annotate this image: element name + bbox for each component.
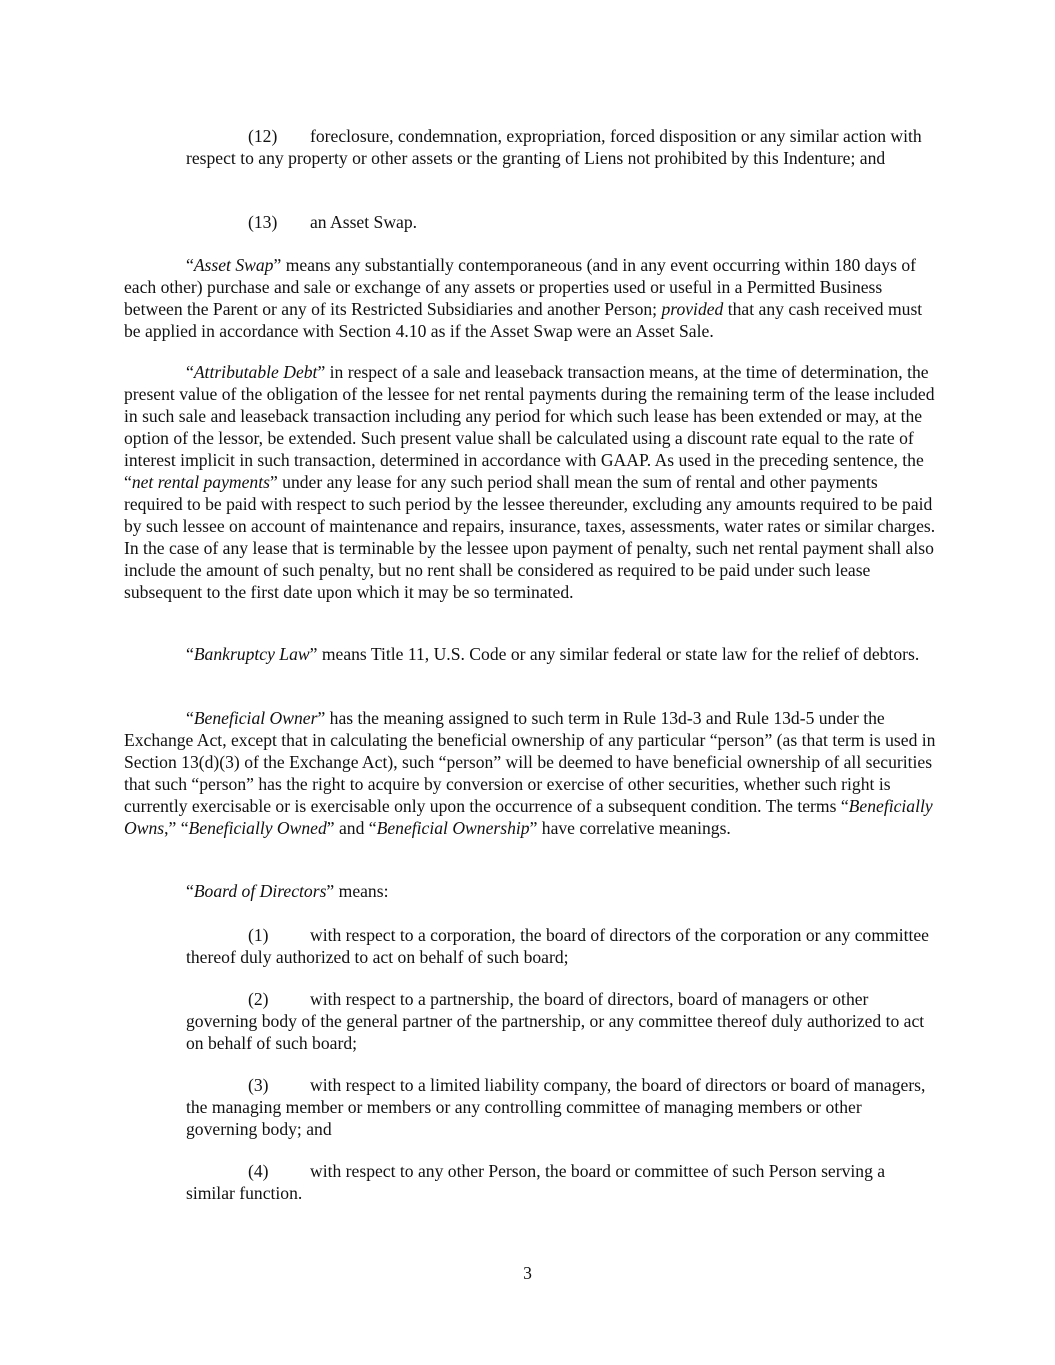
- definition-attributable-debt: “Attributable Debt” in respect of a sale and leaseback transaction means, at the time of determination, the present value of the obligation of the lessee for net rental payments during the remaining term of the lease included in such sale and leaseback transaction including any period for which such lease has been extended or may, at the option of the lessor, be extended. Such present value shall be calculated using a discount rate equal to the rate of interest implicit in such transaction, determined in accordance with GAAP. As used in the preceding sentence, the “net rental payments” under any lease for any such period shall mean the sum of rental and other payments required to be paid with respect to such period by the lessee thereunder, excluding any amounts required to be paid by such lessee on account of maintenance and repairs, insurance, taxes, assessments, water rates or similar charges. In the case of any lease that is terminable by the lessee upon payment of penalty, such net rental payment shall also include the amount of such penalty, but no rent shall be considered as required to be paid under such lease subsequent to the first date upon which it may be so terminated.: [124, 362, 936, 602]
- definition-bankruptcy-law: “Bankruptcy Law” means Title 11, U.S. Code or any similar federal or state law for the relief of debtors.: [186, 644, 920, 664]
- list-item-bod-3: [186, 1074, 936, 1140]
- definition-asset-swap: “Asset Swap” means any substantially contemporaneous (and in any event occurring within 180 days of each other) purchase and sale or exchange of any assets or properties used or useful in a Permitted Business between the Parent or any of its Restricted Subsidiaries and another Person; provided that any cash received must be applied in accordance with Section 4.10 as if the Asset Swap were an Asset Sale.: [124, 255, 923, 341]
- item-text: with respect to a limited liability company, the board of directors or board of managers, the managing member or members or any controlling committee of managing members or other governing body; and: [186, 1075, 926, 1139]
- list-item-bod-4: [186, 1160, 936, 1204]
- definition-text: ” have correlative meanings.: [529, 818, 731, 838]
- definition-text: in respect of a sale and leaseback transaction means, at the time of determination, the present value of the obligation of the lessee for net rental payments during the remaining term of the lease included in such sale and leaseback transaction including any period for which such lease has been extended or may, at the option of the lessor, be extended. Such present value shall be calculated using a discount rate equal to the rate of interest implicit in such transaction, determined in accordance with GAAP. As used in the preceding sentence, the “: [124, 362, 935, 492]
- item-number: (3): [248, 1075, 269, 1095]
- defined-term: Asset Swap: [193, 255, 274, 275]
- item-text: foreclosure, condemnation, expropriation, forced disposition or any similar action with respect to any property or other assets or the granting of Liens not prohibited by this Indenture; and: [186, 126, 922, 168]
- emphasis: provided: [661, 299, 724, 319]
- defined-term: Beneficial Owner: [193, 708, 318, 728]
- definition-text: means any substantially contemporaneous (and in any event occurring within 180 days of each other) purchase and sale or exchange of any assets or properties used or useful in a Permitted Business between the Parent or any of its Restricted Subsidiaries and another Person;: [124, 255, 916, 319]
- list-item-bod-2: [186, 988, 936, 1054]
- punctuation: ” and “: [326, 818, 377, 838]
- punctuation: ,” “: [164, 818, 189, 838]
- item-number: (13): [248, 212, 278, 232]
- item-text: with respect to any other Person, the board or committee of such Person serving a similar function.: [186, 1161, 886, 1203]
- definition-beneficial-owner: “Beneficial Owner” has the meaning assigned to such term in Rule 13d-3 and Rule 13d-5 under the Exchange Act, except that in calculating the beneficial ownership of any particular “person” (as that term is used in Section 13(d)(3) of the Exchange Act), such “person” will be deemed to have beneficial ownership of all securities that such “person” has the right to acquire by conversion or exercise of other securities, whether such right is currently exercisable or is exercisable only upon the occurrence of a subsequent condition. The terms “Beneficially Owns,” “Beneficially Owned” and “Beneficial Ownership” have correlative meanings.: [124, 708, 936, 838]
- defined-term: Beneficially Owns: [124, 796, 933, 838]
- item-text: with respect to a corporation, the board of directors of the corporation or any committee thereof duly authorized to act on behalf of such board;: [186, 925, 929, 967]
- definition-text: means Title 11, U.S. Code or any similar federal or state law for the relief of debtors.: [317, 644, 920, 664]
- item-number: (12): [248, 126, 278, 146]
- defined-term: Board of Directors: [193, 881, 327, 901]
- item-text: with respect to a partnership, the board of directors, board of managers or other governing body of the general partner of the partnership, or any committee thereof duly authorized to act on behalf of such board;: [186, 989, 925, 1053]
- definition-text: means:: [334, 881, 389, 901]
- defined-term: Beneficially Owned: [188, 818, 327, 838]
- definition-text: ” under any lease for any such period shall mean the sum of rental and other payments required to be paid with respect to such period by the lessee thereunder, excluding any amounts required to be paid by such lessee on account of maintenance and repairs, insurance, taxes, assessments, water rates or similar charges. In the case of any lease that is terminable by the lessee upon payment of penalty, such net rental payment shall also include the amount of such penalty, but no rent shall be considered as required to be paid under such lease subsequent to the first date upon which it may be so terminated.: [124, 472, 936, 602]
- item-number: (1): [248, 925, 269, 945]
- defined-term: Bankruptcy Law: [193, 644, 310, 664]
- list-item-12: [186, 125, 936, 169]
- item-text: an Asset Swap.: [310, 212, 418, 232]
- item-number: (4): [248, 1161, 269, 1181]
- definition-text: has the meaning assigned to such term in Rule 13d-3 and Rule 13d-5 under the Exchange Act, except that in calculating the beneficial ownership of any particular “person” (as that term is used in Section 13(d)(3) of the Exchange Act), such “person” will be deemed to have beneficial ownership of all securities that such “person” has the right to acquire by conversion or exercise of other securities, whether such right is currently exercisable or is exercisable only upon the occurrence of a subsequent condition. The terms “: [124, 708, 936, 816]
- definition-text: that any cash received must be applied in accordance with Section 4.10 as if the Asset Swap were an Asset Sale.: [124, 299, 923, 341]
- defined-term: Attributable Debt: [193, 362, 318, 382]
- defined-term: Beneficial Ownership: [376, 818, 530, 838]
- page-number: 3: [523, 1263, 532, 1283]
- list-item-13: [186, 211, 936, 233]
- definition-board-of-directors: “Board of Directors” means:: [186, 881, 389, 901]
- item-number: (2): [248, 989, 269, 1009]
- list-item-bod-1: [186, 924, 936, 968]
- defined-term: net rental payments: [131, 472, 270, 492]
